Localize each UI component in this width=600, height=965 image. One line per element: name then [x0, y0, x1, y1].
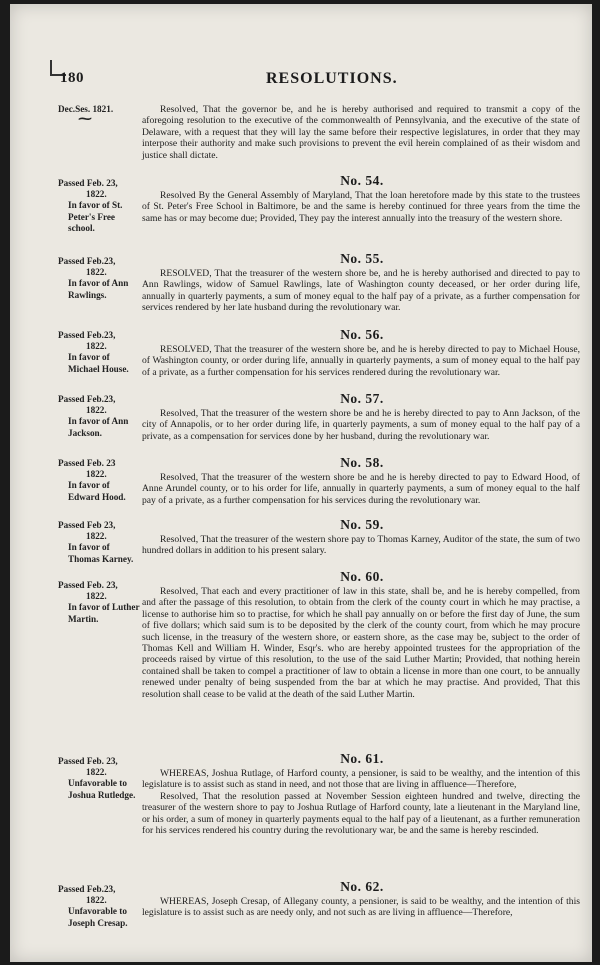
resolution-number: No. 58. [340, 455, 384, 470]
margin-note [58, 256, 142, 301]
margin-date: Passed Feb.23, [58, 330, 116, 340]
running-head: RESOLUTIONS. [266, 70, 398, 87]
resolution-number: No. 62. [340, 879, 384, 894]
document-page [10, 4, 592, 962]
margin-year: 1822. [86, 767, 107, 778]
resolution-number: No. 60. [340, 569, 384, 584]
paragraph: WHEREAS, Joshua Rutlage, of Harford county, a pensioner, is said to be wealthy, and the intention of this legislature is to assist such as stand in need, and not those that are living in affluence—Therefore, [142, 768, 580, 791]
margin-subject: Unfavorable to Joseph Cresap. [68, 906, 128, 928]
margin-subject: In favor of Edward Hood. [68, 480, 126, 502]
paragraph: Resolved, That the treasurer of the western shore be and he is hereby directed to pay to Ann Jackson, of the city of Annapolis, or to her order during life, in quarterly payments, a sum of money equal to the half pay of a private, as a compensation for services done by her husband, during the revolutionary war. [142, 408, 580, 442]
margin-year: 1822. [86, 591, 107, 602]
margin-date: Passed Feb. 23, [58, 178, 118, 188]
resolution-number: No. 56. [340, 327, 384, 342]
resolution-text [142, 408, 580, 442]
margin-note [58, 330, 142, 375]
resolution-text [142, 344, 580, 378]
margin-note [58, 104, 142, 128]
resolution-text [142, 534, 580, 557]
resolution-text [142, 268, 580, 314]
margin-subject: In favor of Ann Rawlings. [68, 278, 129, 300]
resolution-text [142, 586, 580, 700]
resolution-number: No. 55. [340, 251, 384, 266]
flourish-mark: ⁓ [78, 112, 92, 128]
paragraph: RESOLVED, That the treasurer of the western shore be, and he is hereby authorised and directed to pay to Ann Rawlings, widow of Samuel Rawlings, late of Washington county deceased, or her order during life, annually in quarterly payments, a sum of money equal to the half pay of a private, as a further compensation for services rendered by her late husband during the revolutionary war. [142, 268, 580, 314]
margin-date: Passed Feb.23, [58, 394, 116, 404]
margin-year: 1822. [86, 189, 107, 200]
margin-year: 1822. [86, 469, 107, 480]
resolution-number: No. 61. [340, 751, 384, 766]
paragraph: Resolved, That each and every practitioner of law in this state, shall be, and he is hereby compelled, from and after the passage of this resolution, to obtain from the clerk of the county court in which he may practise, a license to authorise him so to practise, for which he shall pay annually on or before the first day of June, the sum of five dollars; which said sum is to be deposited by the clerk of the county court, from which he may procure such license, in the treasury of the western shore, or eastern shore, as the case may be, subject to the order of Thomas Kell and William H. Winder, Esqr's. who are hereby appointed trustees for the appropriation of the proceeds raised by virtue of this resolution, to the use of the said Luther Martin; Provided, that nothing herein contained shall be taken to compel a practitioner of law to obtain a license in more than one court, to be annually renewed under penalty of being suspended from the bar at which he may practise. And provided, That this resolution shall cease to be valid at the death of the said Luther Martin. [142, 586, 580, 700]
resolution-number: No. 57. [340, 391, 384, 406]
margin-note [58, 458, 142, 503]
margin-note [58, 520, 142, 565]
paragraph: RESOLVED, That the treasurer of the western shore be, and he is hereby directed to pay to Michael House, of Washington county, or order during life, annually in quarterly payments, a sum of money equal to the half pay of a private, as a further compensation for his services rendered during the revolutionary war. [142, 344, 580, 378]
margin-date: Passed Feb.23, [58, 256, 116, 266]
margin-year: 1822. [86, 341, 107, 352]
resolution-number: No. 59. [340, 517, 384, 532]
margin-date: Passed Feb. 23, [58, 756, 118, 766]
paragraph: Resolved, That the resolution passed at November Session eighteen hundred and twelve, directing the treasurer of the western shore to pay to Joshua Rutlage of Harford county, late a lieutenant in the Maryland line, or his order, a sum of money in quarterly payments equal to the half pay of a lieutenant, as a further remuneration for his services rendered his country during the revolutionary war, be and the same is hereby rescinded. [142, 790, 580, 837]
resolution-number: No. 54. [340, 173, 384, 188]
paragraph: Resolved By the General Assembly of Maryland, That the loan heretofore made by this state to the trustees of St. Peter's Free School in Baltimore, be and the same is hereby continued for three years from the time the same has or may become due; Provided, They pay the interest annually into the treasury of the western shore. [142, 190, 580, 224]
resolution-text [142, 768, 580, 836]
paragraph: WHEREAS, Joseph Cresap, of Allegany county, a pensioner, is said to be wealthy, and the intention of this legislature is to assist such as are needy only, and not such as are living in affluence—Therefore, [142, 896, 580, 919]
margin-note [58, 884, 142, 929]
margin-note [58, 394, 142, 439]
margin-subject: In favor of St. Peter's Free school. [68, 200, 123, 233]
resolution-text [142, 190, 580, 224]
paragraph: Resolved, That the treasurer of the western shore pay to Thomas Karney, Auditor of the state, the sum of two hundred dollars in addition to his present salary. [142, 534, 580, 557]
margin-subject: In favor of Thomas Karney. [68, 542, 134, 564]
margin-date: Passed Feb.23, [58, 884, 116, 894]
margin-year: 1822. [86, 405, 107, 416]
margin-subject: In favor of Luther Martin. [68, 602, 140, 624]
margin-date: Passed Feb. 23 [58, 458, 116, 468]
margin-year: 1822. [86, 267, 107, 278]
margin-year: 1822. [86, 531, 107, 542]
margin-date: Dec.Ses. 1821. [58, 104, 114, 114]
margin-date: Passed Feb. 23, [58, 580, 118, 590]
resolution-text [142, 104, 580, 161]
margin-subject: In favor of Ann Jackson. [68, 416, 129, 438]
margin-subject: In favor of Michael House. [68, 352, 129, 374]
margin-date: Passed Feb 23, [58, 520, 116, 530]
margin-year: 1822. [86, 895, 107, 906]
resolution-text [142, 472, 580, 506]
margin-note [58, 580, 142, 625]
paragraph: Resolved, That the treasurer of the western shore be and he is hereby directed to pay to Edward Hood, of Anne Arundel county, or to his order for life, annually in quarterly payments, a sum of money equal to the half pay of a private, as a further compensation for his services during the revolutionary war. [142, 472, 580, 506]
margin-subject: Unfavorable to Joshua Rutledge. [68, 778, 136, 800]
resolution-text [142, 896, 580, 919]
paragraph: Resolved, That the governor be, and he is hereby authorised and required to transmit a copy of the aforegoing resolution to the executive of the commonwealth of Pennsylvania, and the executive of the state of Delaware, with a request that they will lay the same before their respective legislatures, in order that they may interpose their authority and make such provisions to prevent the evil herein complained of as their wisdom and justice shall dictate. [142, 104, 580, 161]
page-number: 180 [60, 70, 84, 86]
margin-note [58, 756, 142, 801]
margin-note [58, 178, 142, 234]
